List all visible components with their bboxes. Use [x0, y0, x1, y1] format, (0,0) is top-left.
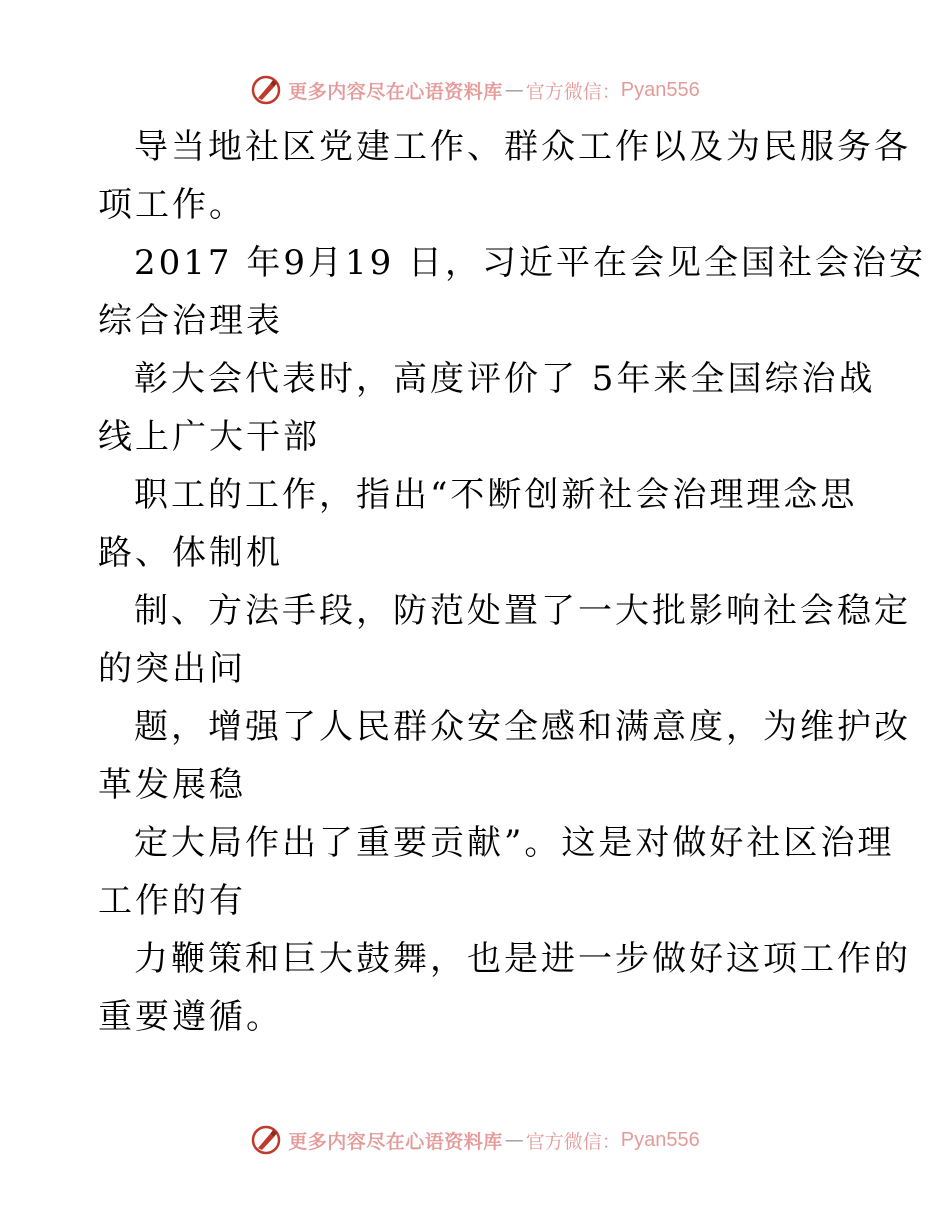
watermark-dash: —: [504, 79, 524, 101]
body-line: 题，增强了人民群众安全感和满意度，为维护改: [134, 707, 911, 747]
watermark-header: [0, 70, 950, 110]
body-line: 制、方法手段，防范处置了一大批影响社会稳定: [134, 591, 911, 631]
body-line: 定大局作出了重要贡献”。这是对做好社区治理: [134, 823, 895, 863]
watermark-site-text: 更多内容尽在心语资料库: [288, 80, 503, 103]
watermark-footer: [0, 1120, 950, 1160]
watermark-wechat-id: Pyan556: [620, 78, 700, 101]
body-line: 线上广大干部: [98, 417, 320, 457]
body-line: 的突出问: [98, 649, 246, 689]
body-line: 路、体制机: [98, 533, 283, 573]
watermark-wechat-label: 官方微信：: [525, 80, 621, 103]
body-line: 导当地社区党建工作、群众工作以及为民服务各: [134, 127, 911, 167]
document-body: [98, 118, 927, 1046]
body-line: 2017 年9月19 日，习近平在会见全国社会治安: [134, 243, 927, 283]
body-line: 重要遵循。: [98, 997, 283, 1037]
body-line: 工作的有: [98, 881, 246, 921]
body-line: 革发展稳: [98, 765, 246, 805]
body-line: 彰大会代表时，高度评价了 5年来全国综治战: [134, 359, 876, 399]
body-line: 力鞭策和巨大鼓舞，也是进一步做好这项工作的: [134, 939, 911, 979]
pen-logo-icon: [250, 74, 282, 106]
watermark-site-text: 更多内容尽在心语资料库: [288, 1130, 503, 1153]
body-line: 综合治理表: [98, 301, 283, 341]
pen-logo-icon: [250, 1124, 282, 1156]
body-line: 项工作。: [98, 185, 246, 225]
watermark-dash: —: [504, 1129, 524, 1151]
watermark-wechat-id: Pyan556: [620, 1128, 700, 1151]
body-line: 职工的工作，指出“不断创新社会治理理念思: [134, 475, 858, 515]
watermark-wechat-label: 官方微信：: [525, 1130, 621, 1153]
